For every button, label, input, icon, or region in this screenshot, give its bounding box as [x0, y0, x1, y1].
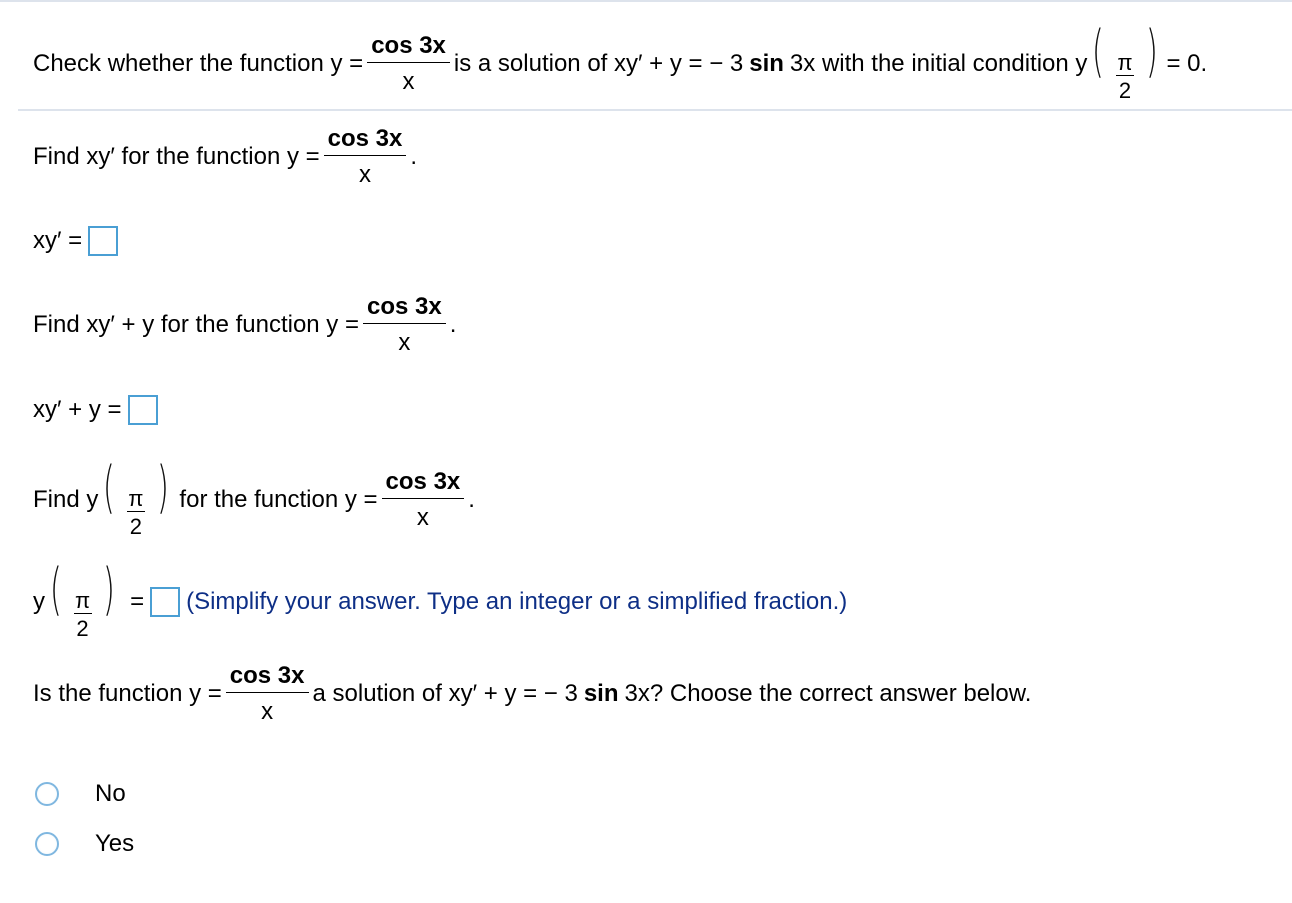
- fraction-denominator: x: [367, 62, 450, 95]
- fraction-numerator: cos 3x: [371, 31, 446, 59]
- step3-answer-argument: [45, 557, 120, 641]
- step4-prompt-mid: a solution of xy′ + y = − 3: [312, 680, 578, 707]
- problem-solution-text: is a solution of xy′ + y = − 3: [453, 49, 744, 77]
- step3-answer-row: [33, 557, 848, 641]
- pi-symbol: π: [128, 486, 144, 511]
- step3-period: .: [468, 485, 475, 513]
- fraction-numerator: cos 3x: [229, 662, 305, 689]
- fraction-numerator: cos 3x: [327, 125, 403, 152]
- problem-check-text: Check whether the function y =: [33, 49, 364, 77]
- pi-denominator: 2: [1116, 75, 1134, 103]
- radio-yes[interactable]: [35, 832, 59, 856]
- problem-sin-text: sin: [749, 49, 784, 77]
- step1-function-fraction: [324, 126, 407, 188]
- step3-answer-input[interactable]: [150, 587, 180, 617]
- fraction-numerator: cos 3x: [367, 293, 442, 320]
- left-paren: (: [103, 455, 116, 520]
- step1-period: .: [410, 143, 418, 170]
- step2-answer-input[interactable]: [128, 395, 158, 425]
- step3-find-text: Find y: [33, 485, 99, 513]
- left-paren: (: [1092, 19, 1105, 84]
- step3-prompt-text: for the function y =: [179, 485, 378, 513]
- pi-over-two: [1116, 51, 1134, 103]
- step3-answer-y: y: [33, 587, 45, 615]
- fraction-denominator: x: [324, 155, 407, 188]
- fraction-denominator: x: [363, 323, 446, 356]
- step4-prompt-start: Is the function y =: [33, 680, 222, 707]
- function-fraction: [367, 33, 450, 95]
- step3-argument: [98, 455, 173, 539]
- step2-period: .: [449, 311, 457, 338]
- step4-prompt: [33, 663, 1031, 725]
- pi-denominator: 2: [127, 511, 145, 539]
- top-divider: [0, 0, 1292, 2]
- left-paren: (: [49, 557, 62, 622]
- fraction-numerator: cos 3x: [385, 467, 461, 495]
- step4-prompt-end: 3x? Choose the correct answer below.: [624, 680, 1032, 707]
- right-paren: ): [1145, 19, 1158, 84]
- step2-prompt-text: Find xy′ + y for the function y =: [33, 311, 359, 338]
- step1-answer-input[interactable]: [88, 226, 118, 256]
- right-paren: ): [156, 455, 169, 520]
- problem-end-text: = 0.: [1166, 49, 1208, 77]
- pi-over-two: [127, 487, 145, 539]
- step2-prompt: [33, 294, 456, 356]
- step2-function-fraction: [363, 294, 446, 356]
- step2-answer-row: [33, 395, 158, 425]
- problem-statement: [33, 19, 1208, 103]
- step2-answer-label: xy′ + y =: [33, 396, 122, 423]
- step4-function-fraction: [226, 663, 309, 725]
- step1-prompt: [33, 126, 417, 188]
- section-divider: [18, 109, 1292, 111]
- fraction-denominator: x: [226, 692, 309, 725]
- step3-prompt: [33, 455, 475, 539]
- problem-condition-text: 3x with the initial condition y: [789, 49, 1088, 77]
- pi-over-two: [74, 589, 92, 641]
- option-no-label: No: [95, 780, 126, 807]
- pi-symbol: π: [1117, 50, 1133, 75]
- step4-sin-text: sin: [583, 680, 619, 707]
- step1-answer-row: [33, 226, 118, 256]
- fraction-denominator: x: [382, 498, 465, 531]
- option-yes[interactable]: [35, 830, 134, 858]
- step3-equals: =: [130, 587, 145, 615]
- step1-prompt-text: Find xy′ for the function y =: [33, 143, 320, 170]
- option-yes-label: Yes: [95, 830, 135, 857]
- step3-hint: (Simplify your answer. Type an integer or a simplified fraction.): [186, 587, 848, 615]
- pi-denominator: 2: [74, 613, 92, 641]
- initial-condition-argument: [1087, 19, 1162, 103]
- option-no[interactable]: [35, 780, 126, 808]
- step3-function-fraction: [382, 469, 465, 531]
- step1-answer-label: xy′ =: [33, 227, 83, 254]
- radio-no[interactable]: [35, 782, 59, 806]
- right-paren: ): [103, 557, 116, 622]
- pi-symbol: π: [74, 588, 91, 613]
